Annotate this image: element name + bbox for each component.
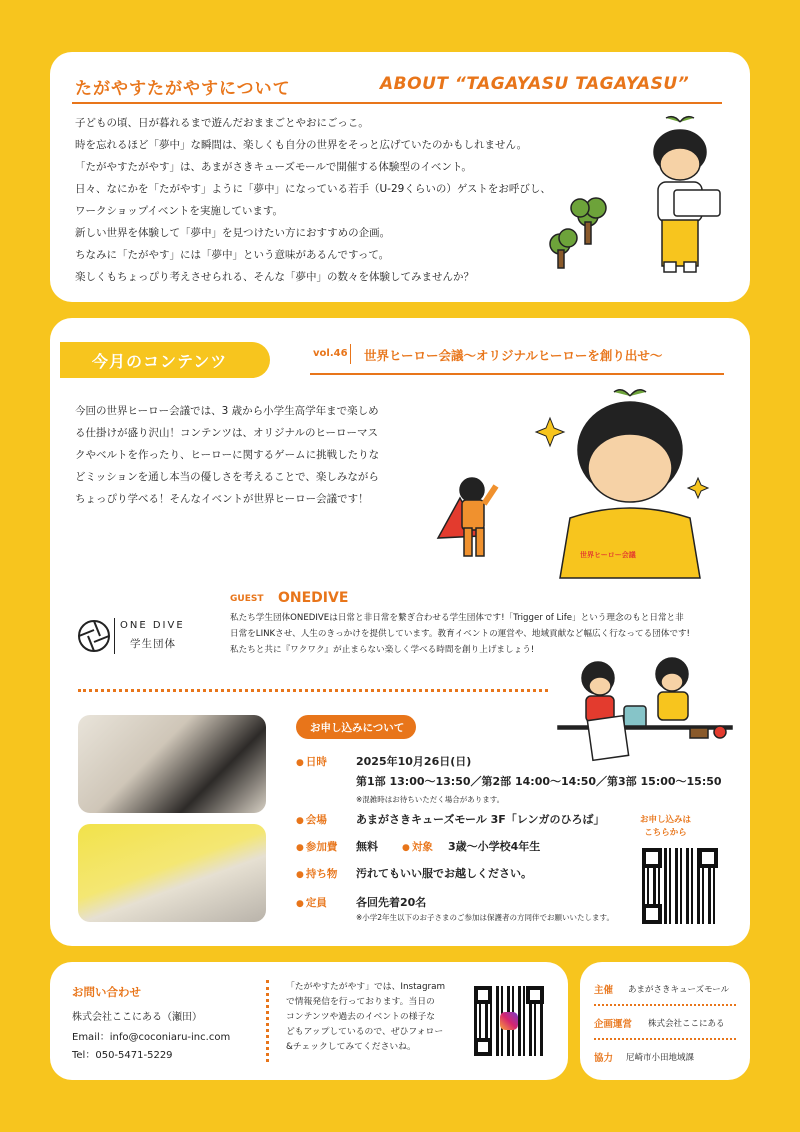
ig-line: で情報発信を行っております。当日の xyxy=(286,997,435,1007)
about-card xyxy=(50,52,750,302)
about-line: 「たがやすたがやす」は、あまがさきキューズモールで開催する体験型のイベント。 xyxy=(75,161,472,173)
items-value: 汚れてもいい服でお越しください。 xyxy=(356,867,532,880)
reading-child-icon xyxy=(654,117,720,272)
event-photo-1 xyxy=(78,715,266,813)
about-title-en: ABOUT “TAGAYASU TAGAYASU” xyxy=(380,74,690,94)
coop-label: 協力 xyxy=(594,1053,614,1064)
contents-line: る仕掛けが盛り沢山！コンテンツは、オリジナルのヒーローマス xyxy=(75,427,379,439)
qr-finder xyxy=(474,986,492,1004)
about-line: ちなみに「たがやす」には「夢中」という意味があるんですって。 xyxy=(75,249,390,261)
apply-qr-label-line: お申し込みは xyxy=(640,815,692,825)
date-label: ● 日時 xyxy=(296,754,327,769)
apply-qr-label xyxy=(640,814,691,840)
venue-label: ● 会場 xyxy=(296,812,327,827)
instagram-qr-code[interactable] xyxy=(474,986,544,1056)
about-underline xyxy=(72,102,722,104)
contact-tel[interactable]: Tel：050-5471-5229 xyxy=(72,1050,173,1061)
apply-qr-code[interactable] xyxy=(642,848,718,924)
items-label: ● 持ち物 xyxy=(296,866,337,881)
org-divider xyxy=(594,1038,736,1040)
about-body xyxy=(75,112,595,288)
qr-finder xyxy=(642,848,662,868)
date-note: ※混雑時はお待ちいただく場合があります。 xyxy=(356,795,505,804)
ig-line: &チェックしてみてくださいね。 xyxy=(286,1042,416,1052)
logo-divider xyxy=(114,618,115,654)
contact-company: 株式会社ここにある（瀬田） xyxy=(72,1012,202,1023)
onedive-logo-name: ONE DIVE xyxy=(120,620,185,631)
about-line: ワークショップイベントを実施しています。 xyxy=(75,205,284,217)
vol-title: 世界ヒーロー会議～オリジナルヒーローを創り出せ～ xyxy=(364,348,663,363)
onedive-logo-sub: 学生団体 xyxy=(130,638,176,650)
month-contents-label: 今月のコンテンツ xyxy=(60,342,270,378)
capacity-note: ※小学2年生以下のお子さまのご参加は保護者の方同伴でお願いいたします。 xyxy=(356,913,614,922)
qr-finder xyxy=(526,986,544,1004)
contents-line: どミッションを通し本当の優しさを考えることで、楽しみながら xyxy=(75,471,379,483)
caped-hero-icon xyxy=(438,478,496,556)
plan-value: 株式会社ここにある xyxy=(648,1019,725,1029)
vol-underline xyxy=(310,373,724,375)
about-line: 子どもの頃、日が暮れるまで遊んだおままごとやおにごっこ。 xyxy=(75,117,369,129)
apply-qr-label-line: こちらから xyxy=(644,828,687,838)
about-title: たがやすたがやすについて xyxy=(75,79,291,99)
contents-card xyxy=(50,318,750,946)
qr-finder xyxy=(698,848,718,868)
ig-line: どもアップしているので、ぜひフォロー xyxy=(286,1027,444,1037)
capacity-label: ● 定員 xyxy=(296,895,327,910)
apply-title: お申し込みについて xyxy=(296,715,416,739)
contact-divider xyxy=(266,980,269,1062)
contact-email[interactable]: Email：info@coconiaru-inc.com xyxy=(72,1032,231,1043)
org-divider xyxy=(594,1004,736,1006)
organizers-card xyxy=(580,962,750,1080)
fee-value: 無料 xyxy=(356,840,378,853)
section-divider xyxy=(78,689,548,692)
coop-value: 尼崎市小田地域課 xyxy=(626,1053,695,1063)
about-illustration xyxy=(540,112,740,292)
contact-title: お問い合わせ xyxy=(72,985,141,999)
qr-finder xyxy=(642,904,662,924)
vol-number: vol.46 xyxy=(313,348,348,359)
guest-line: 私たちと共に『ワクワク』が止まらない楽しく学べる時間を創り上げましょう! xyxy=(230,645,535,655)
onedive-logo-icon xyxy=(76,618,112,654)
about-line: 新しい世界を体験して「夢中」を見つけたい方におすすめの企画。 xyxy=(75,227,391,239)
contact-card xyxy=(50,962,568,1080)
about-line: 日々、なにかを「たがやす」ように「夢中」になっている若手（U-29くらいの）ゲストをお呼びし、 xyxy=(75,183,551,195)
about-line: 時を忘れるほど「夢中」な瞬間は、楽しくも自分の世界をそっと広げていたのかもしれません。 xyxy=(75,139,528,151)
guest-line: 私たち学生団体ONEDIVEは日常と非日常を繋ぎ合わせる学生団体です!「Trigger of Life」という理念のもと日常と非 xyxy=(230,613,684,623)
contents-line: 今回の世界ヒーロー会議では、3 歳から小学生高学年まで楽しめ xyxy=(75,405,379,417)
event-photo-2 xyxy=(78,824,266,922)
instagram-icon xyxy=(500,1012,518,1030)
sessions-value: 第1部 13:00～13:50／第2部 14:00～14:50／第3部 15:00～15:50 xyxy=(356,775,722,788)
vol-separator xyxy=(350,344,351,364)
contents-line: ちょっぴり学べる！そんなイベントが世界ヒーロー会議です！ xyxy=(75,493,369,505)
instagram-text xyxy=(286,980,466,1055)
date-value: 2025年10月26日(日) xyxy=(356,755,472,768)
ig-line: 「たがやすたがやす」では、Instagram xyxy=(286,982,446,992)
tree-icon xyxy=(550,198,606,268)
hero-illustration xyxy=(420,388,720,598)
venue-value: あまがさきキューズモール 3F「レンガのひろば」 xyxy=(356,813,605,826)
contents-line: クやベルトを作ったり、ヒーローに関するゲームに挑戦したりな xyxy=(75,449,380,461)
guest-line: 日常をLINKさせ、人生のきっかけを提供しています。教育イベントの運営や、地域貢献など幅広く行なってる団体です! xyxy=(230,629,690,639)
target-value: 3歳～小学校4年生 xyxy=(448,840,541,853)
host-value: あまがさきキューズモール xyxy=(628,985,730,995)
about-line: 楽しくもちょっぴり考えさせられる、そんな「夢中」の数々を体験してみませんか？ xyxy=(75,271,474,283)
contents-body xyxy=(75,400,420,510)
host-label: 主催 xyxy=(594,985,614,996)
qr-finder xyxy=(474,1038,492,1056)
fee-label: ● 参加費 xyxy=(296,839,337,854)
guest-label: GUEST xyxy=(230,594,264,604)
ig-line: コンテンツや過去のイベントの様子な xyxy=(286,1012,436,1022)
capacity-value: 各回先着20名 xyxy=(356,896,427,909)
guest-name: ONEDIVE xyxy=(278,590,349,606)
shirt-text: 世界ヒーロー会議 xyxy=(580,551,636,559)
kids-crafting-illustration xyxy=(550,648,740,763)
plan-label: 企画運営 xyxy=(594,1019,633,1030)
target-label: ● 対象 xyxy=(402,839,433,854)
